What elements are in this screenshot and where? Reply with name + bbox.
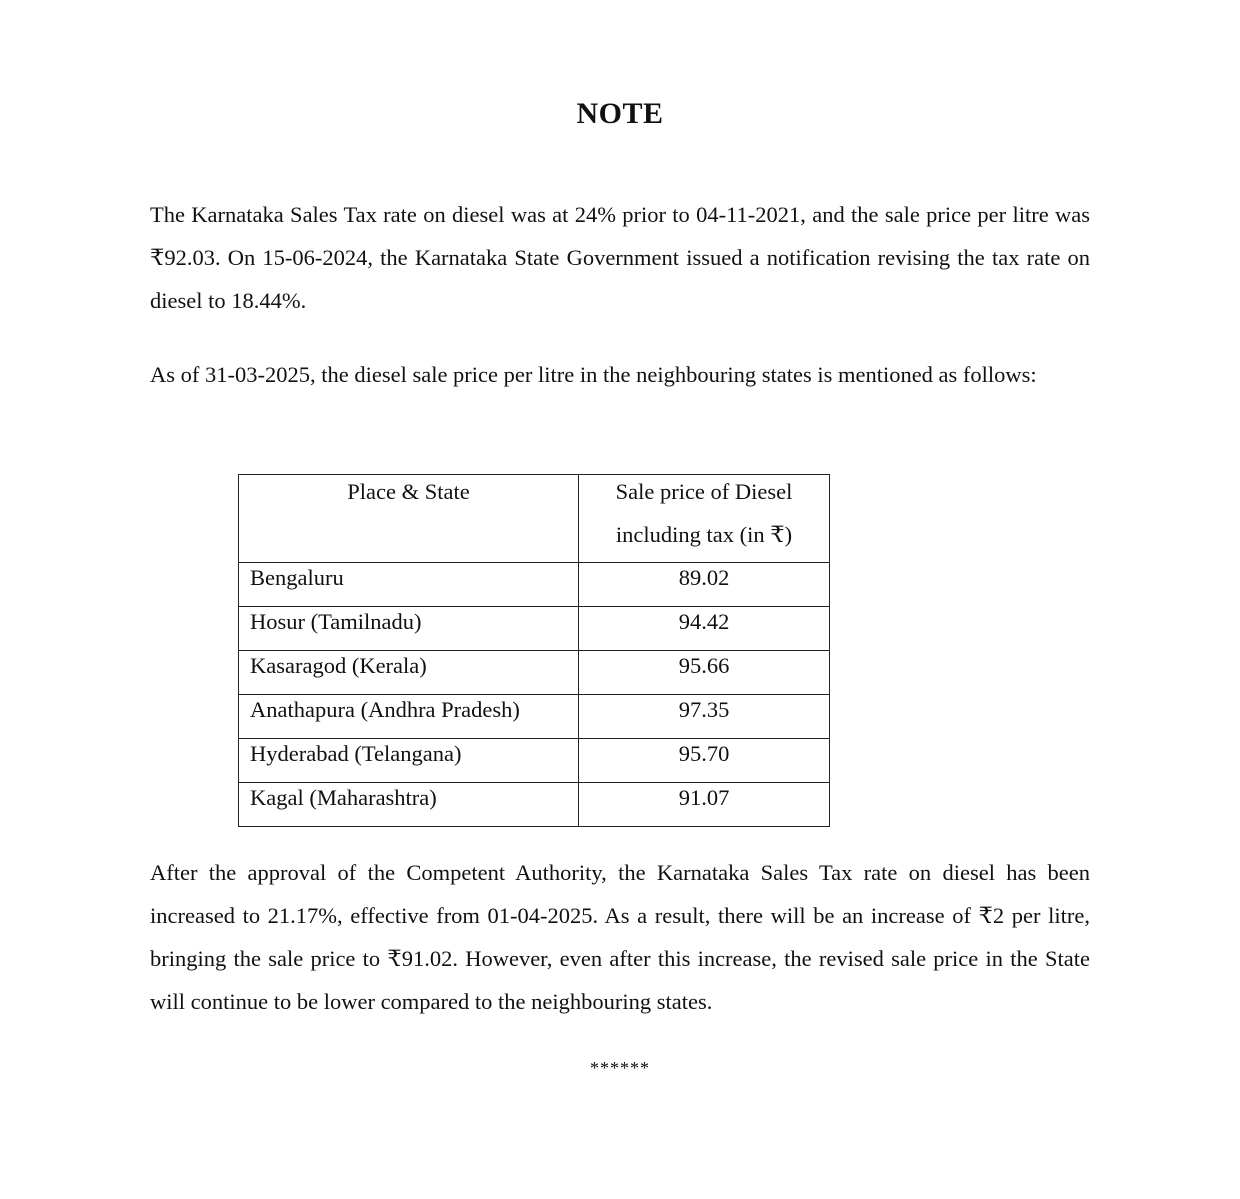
table-row: [239, 739, 830, 783]
diesel-price-table: [238, 474, 830, 827]
paragraph-revised-rate: After the approval of the Competent Authority, the Karnataka Sales Tax rate on diesel has been increased to 21.17%, effective from 01-04-2025. As a result, there will be an increase of ₹2 per litre, bringing the sale price to ₹91.02. However, even after this increase, the revised sale price in the State will continue to be lower compared to the neighbouring states.: [150, 860, 1090, 1014]
place-cell: Kasaragod (Kerala): [239, 651, 579, 695]
table-row: [239, 607, 830, 651]
price-cell: 89.02: [579, 563, 830, 607]
price-cell: 95.66: [579, 651, 830, 695]
header-place-state: Place & State: [239, 475, 579, 563]
place-cell: Kagal (Maharashtra): [239, 783, 579, 827]
paragraph-tax-history: The Karnataka Sales Tax rate on diesel was at 24% prior to 04-11-2021, and the sale price per litre was ₹92.03. On 15-06-2024, the Karnataka State Government issued a notification revising the tax rate on diesel to 18.44%.: [150, 202, 1090, 313]
table-row: [239, 651, 830, 695]
table-header-row: [239, 475, 830, 563]
paragraph-neighbouring-intro: As of 31-03-2025, the diesel sale price per litre in the neighbouring states is mentioned as follows:: [150, 362, 1037, 387]
page-title: NOTE: [576, 97, 664, 130]
table-row: [239, 695, 830, 739]
end-marker: ******: [590, 1058, 650, 1078]
price-cell: 95.70: [579, 739, 830, 783]
place-cell: Bengaluru: [239, 563, 579, 607]
table-row: [239, 783, 830, 827]
table-row: [239, 563, 830, 607]
place-cell: Hyderabad (Telangana): [239, 739, 579, 783]
price-cell: 91.07: [579, 783, 830, 827]
price-cell: 94.42: [579, 607, 830, 651]
place-cell: Anathapura (Andhra Pradesh): [239, 695, 579, 739]
header-sale-price: Sale price of Diesel including tax (in ₹): [579, 475, 830, 563]
price-cell: 97.35: [579, 695, 830, 739]
place-cell: Hosur (Tamilnadu): [239, 607, 579, 651]
